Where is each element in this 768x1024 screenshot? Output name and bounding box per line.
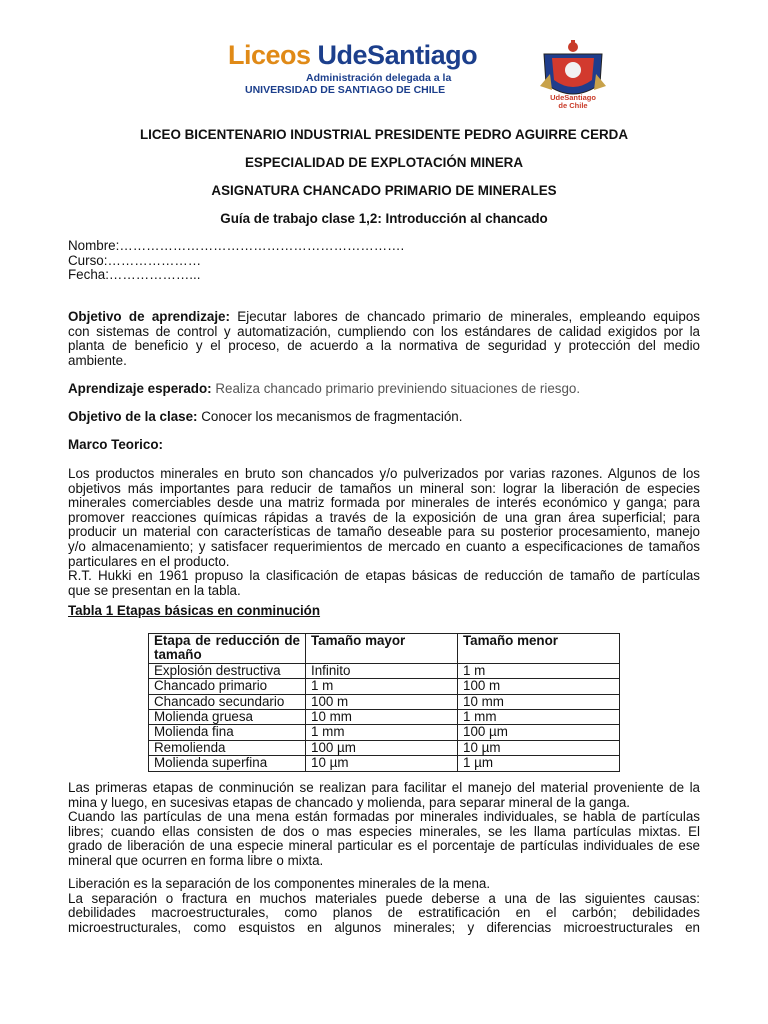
learning-objective-label: Objetivo de aprendizaje: (68, 309, 230, 324)
table-header-cell: Etapa de reducción de tamaño (149, 634, 306, 664)
liceos-udesantiago-logo (228, 40, 478, 100)
table-cell: 10 mm (458, 694, 620, 709)
paragraph-line: microestructurales, como esquistos en algunos minerales; y diferencias microestructurales en (68, 919, 700, 935)
logo-brand-part1: Liceos (228, 40, 318, 70)
class-objective-text: Conocer los mecanismos de fragmentación. (197, 409, 463, 424)
table-cell: 100 µm (458, 725, 620, 740)
table-cell: Chancado primario (149, 679, 306, 694)
learning-objective-line3: planta de beneficio y el proceso, de acuerdo a la normativa de seguridad y protección del medio (68, 338, 700, 354)
specialty-title: ESPECIALIDAD DE EXPLOTACIÓN MINERA (245, 155, 523, 170)
table-cell: Remolienda (149, 740, 306, 755)
school-title: LICEO BICENTENARIO INDUSTRIAL PRESIDENTE PEDRO AGUIRRE CERDA (139, 127, 629, 142)
table-cell: 1 m (306, 679, 458, 694)
paragraph-line: La separación o fractura en muchos materiales puede deberse a una de las siguientes causas: (68, 890, 700, 906)
intro-line: minerales comerciables desde una matriz formada por minerales de interés económico y ganga; para (68, 495, 700, 511)
logo-brand-text (228, 40, 478, 70)
expected-learning (68, 382, 700, 397)
table-row (149, 740, 620, 755)
table-row (149, 679, 620, 694)
table-row (149, 725, 620, 740)
comminution-stages-table (148, 633, 620, 772)
table-header-row (149, 634, 620, 664)
paragraph-line: mineral que ocurren en forma libre o mixta. (68, 852, 324, 868)
subject-title: ASIGNATURA CHANCADO PRIMARIO DE MINERALES (211, 183, 557, 198)
liberation-paragraph (68, 877, 700, 935)
intro-paragraph (68, 467, 700, 598)
paragraph-line: mina y luego, en sucesivas etapas de chancado y molienda, para separar mineral de la ganga. (68, 794, 631, 810)
table-cell: Molienda superfina (149, 756, 306, 771)
class-objective-label: Objetivo de la clase: (68, 409, 198, 424)
table-caption: Tabla 1 Etapas básicas en conminución (68, 603, 321, 618)
learning-objective-line1: Ejecutar labores de chancado primario de minerales, empleando equipos (229, 309, 700, 324)
table-cell: 10 mm (306, 710, 458, 725)
table-row (149, 663, 620, 678)
table-cell: Explosión destructiva (149, 663, 306, 678)
intro-line: y/o almacenamiento; y satisfacer requerimientos de mercado en cuanto a especificaciones de tamaños (68, 538, 700, 554)
seal-caption-line2: de Chile (558, 101, 588, 110)
student-fields (68, 239, 708, 283)
theoretical-framework-heading (68, 438, 700, 453)
table-header-cell: Tamaño mayor (306, 634, 458, 664)
paragraph-line: libres; cuando ellas consisten de dos o mas especies minerales, se les llama partículas mixtas. El (68, 823, 700, 839)
logo-subtitle-2: UNIVERSIDAD DE SANTIAGO DE CHILE (245, 84, 446, 96)
learning-objective-line2: con sistemas de control y automatización, cumpliendo con los estándares de calidad exigidos por la (68, 323, 700, 339)
table-cell: Molienda fina (149, 725, 306, 740)
table-cell: Chancado secundario (149, 694, 306, 709)
logo-brand-part2: UdeSantiago (317, 40, 478, 70)
intro-line: promover reacciones químicas rápidas a través de la exposición de una gran área superficial; para (68, 509, 700, 525)
date-field[interactable]: Fecha:………………... (68, 267, 201, 283)
learning-objective (68, 310, 700, 368)
intro-line: que se presentan en la tabla. (68, 582, 241, 598)
comminution-paragraph (68, 781, 700, 869)
logo-subtitle-1: Administración delegada a la (306, 72, 452, 84)
learning-objective-line4: ambiente. (68, 352, 127, 368)
intro-line: particulares en el producto. (68, 553, 230, 569)
table-cell: 100 m (458, 679, 620, 694)
intro-line: Los productos minerales en bruto son chancados y/o pulverizados por varias razones. Algunos de los (68, 466, 700, 481)
intro-line: producir un material con características de tamaño deseable para su posterior procesamiento, manejo (68, 524, 700, 540)
table-row (149, 694, 620, 709)
table-cell: Infinito (306, 663, 458, 678)
seal-caption (540, 94, 606, 110)
table-cell: Molienda gruesa (149, 710, 306, 725)
theoretical-framework-label: Marco Teorico: (68, 437, 163, 452)
table-cell: 1 µm (458, 756, 620, 771)
table-cell: 100 µm (306, 740, 458, 755)
expected-learning-text: Realiza chancado primario previniendo situaciones de riesgo. (211, 381, 581, 396)
table-cell: 1 mm (306, 725, 458, 740)
paragraph-line: debilidades macroestructurales, como planos de estratificación en el carbón; debilidades (68, 905, 700, 921)
table-cell: 100 m (306, 694, 458, 709)
paragraph-line: grado de liberación de una especie mineral particular es el porcentaje de partículas individuales de ese (68, 838, 700, 854)
table-cell: 10 µm (306, 756, 458, 771)
class-objective (68, 410, 700, 425)
guide-title: Guía de trabajo clase 1,2: Introducción al chancado (220, 211, 548, 226)
paragraph-line: Las primeras etapas de conminución se realizan para facilitar el manejo del material proveniente de la (68, 780, 700, 795)
paragraph-line: Liberación es la separación de los componentes minerales de la mena. (68, 876, 491, 891)
intro-line: objetivos más importantes para reducir de tamaños un mineral son: lograr la liberación de especies (68, 480, 700, 496)
table-cell: 1 m (458, 663, 620, 678)
intro-line: R.T. Hukki en 1961 propuso la clasificación de etapas básicas de reducción de tamaño de partículas (68, 568, 700, 584)
expected-learning-label: Aprendizaje esperado: (68, 381, 212, 396)
seal-caption-line1: UdeSantiago (550, 93, 596, 102)
table-header-cell: Tamaño menor (458, 634, 620, 664)
table-row (149, 756, 620, 771)
course-field[interactable]: Curso:………………… (68, 252, 202, 268)
table-cell: 10 µm (458, 740, 620, 755)
table-cell: 1 mm (458, 710, 620, 725)
name-field[interactable]: Nombre:………………………………………………………. (68, 238, 405, 253)
paragraph-line: Cuando las partículas de una mena están formadas por minerales individuales, se habla de partículas (68, 809, 700, 825)
table-row (149, 710, 620, 725)
